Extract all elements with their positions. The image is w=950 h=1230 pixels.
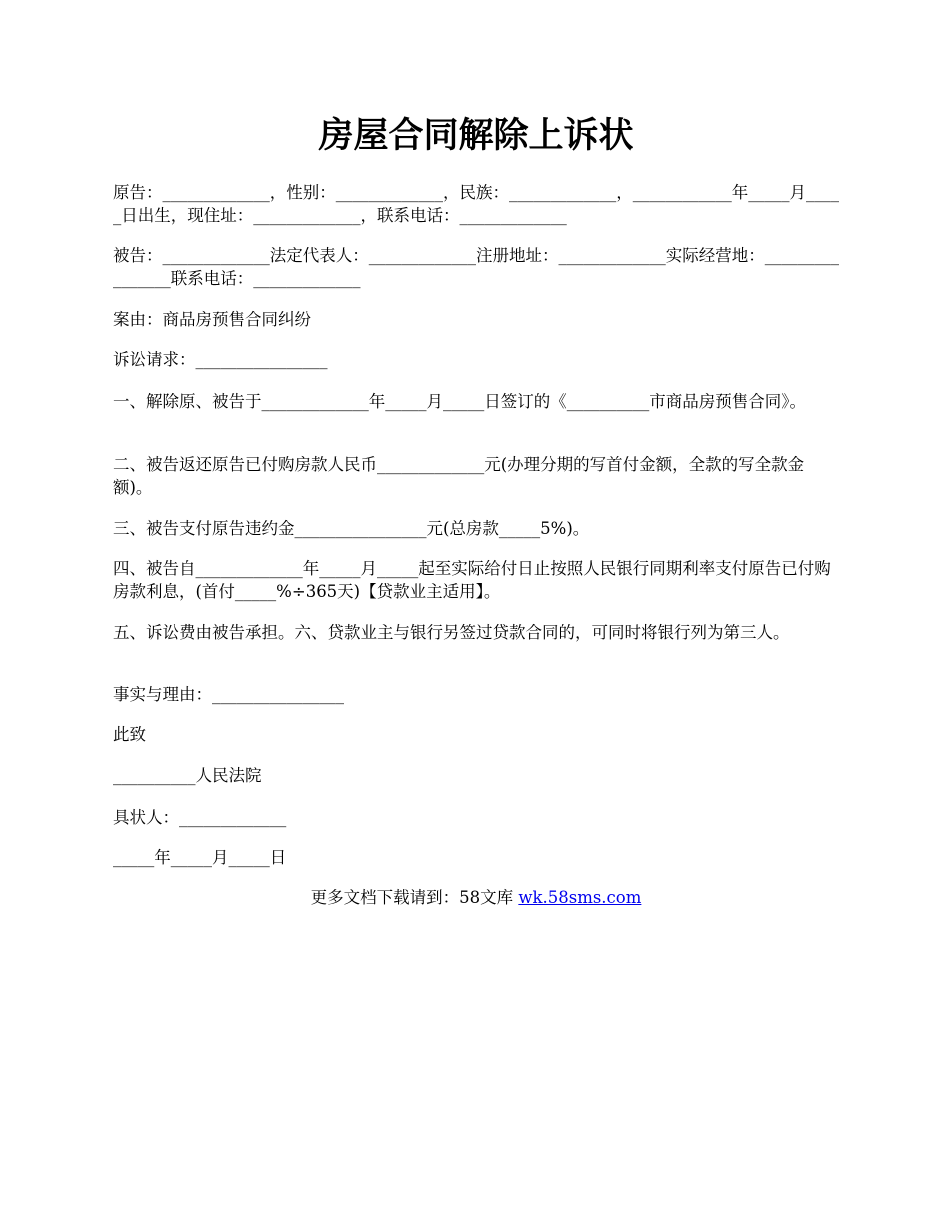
- signatory: 具状人：_____________: [113, 808, 287, 827]
- facts-heading: 事实与理由：________________: [113, 685, 344, 704]
- defendant-info: 被告：_____________法定代表人：_____________注册地址：_____________实际经营地：________________联系电话：_____________: [113, 246, 839, 288]
- download-footer: [113, 886, 839, 910]
- plaintiff-info: 原告：_____________，性别：_____________，民族：_____________，____________年_____月_____日出生，现住址：_____________，联系电话：_____________: [113, 183, 839, 225]
- court-name: __________人民法院: [113, 766, 262, 785]
- claim-1: 一、解除原、被告于_____________年_____月_____日签订的《__________市商品房预售合同》。: [113, 392, 806, 411]
- footer-link[interactable]: wk.58sms.com: [518, 888, 642, 907]
- footer-prefix: 更多文档下载请到：58文库: [310, 888, 519, 907]
- claim-5: 五、诉讼费由被告承担。六、贷款业主与银行另签过贷款合同的，可同时将银行列为第三人。: [113, 623, 790, 642]
- signature-date: _____年_____月_____日: [113, 848, 287, 867]
- claim-2: 二、被告返还原告已付购房款人民币_____________元(办理分期的写首付金额，全款的写全款金额)。: [113, 455, 805, 497]
- claim-3: 三、被告支付原告违约金________________元(总房款_____5%)。: [113, 519, 590, 538]
- salutation: 此致: [113, 725, 146, 744]
- case-cause: 案由：商品房预售合同纠纷: [113, 310, 311, 329]
- claim-4: 四、被告自_____________年_____月_____起至实际给付日止按照人民银行同期利率支付原告已付购房款利息，(首付_____%÷365天)【贷款业主适用】。: [113, 559, 831, 601]
- claims-heading: 诉讼请求：________________: [113, 350, 328, 369]
- document-title: 房屋合同解除上诉状: [318, 115, 634, 156]
